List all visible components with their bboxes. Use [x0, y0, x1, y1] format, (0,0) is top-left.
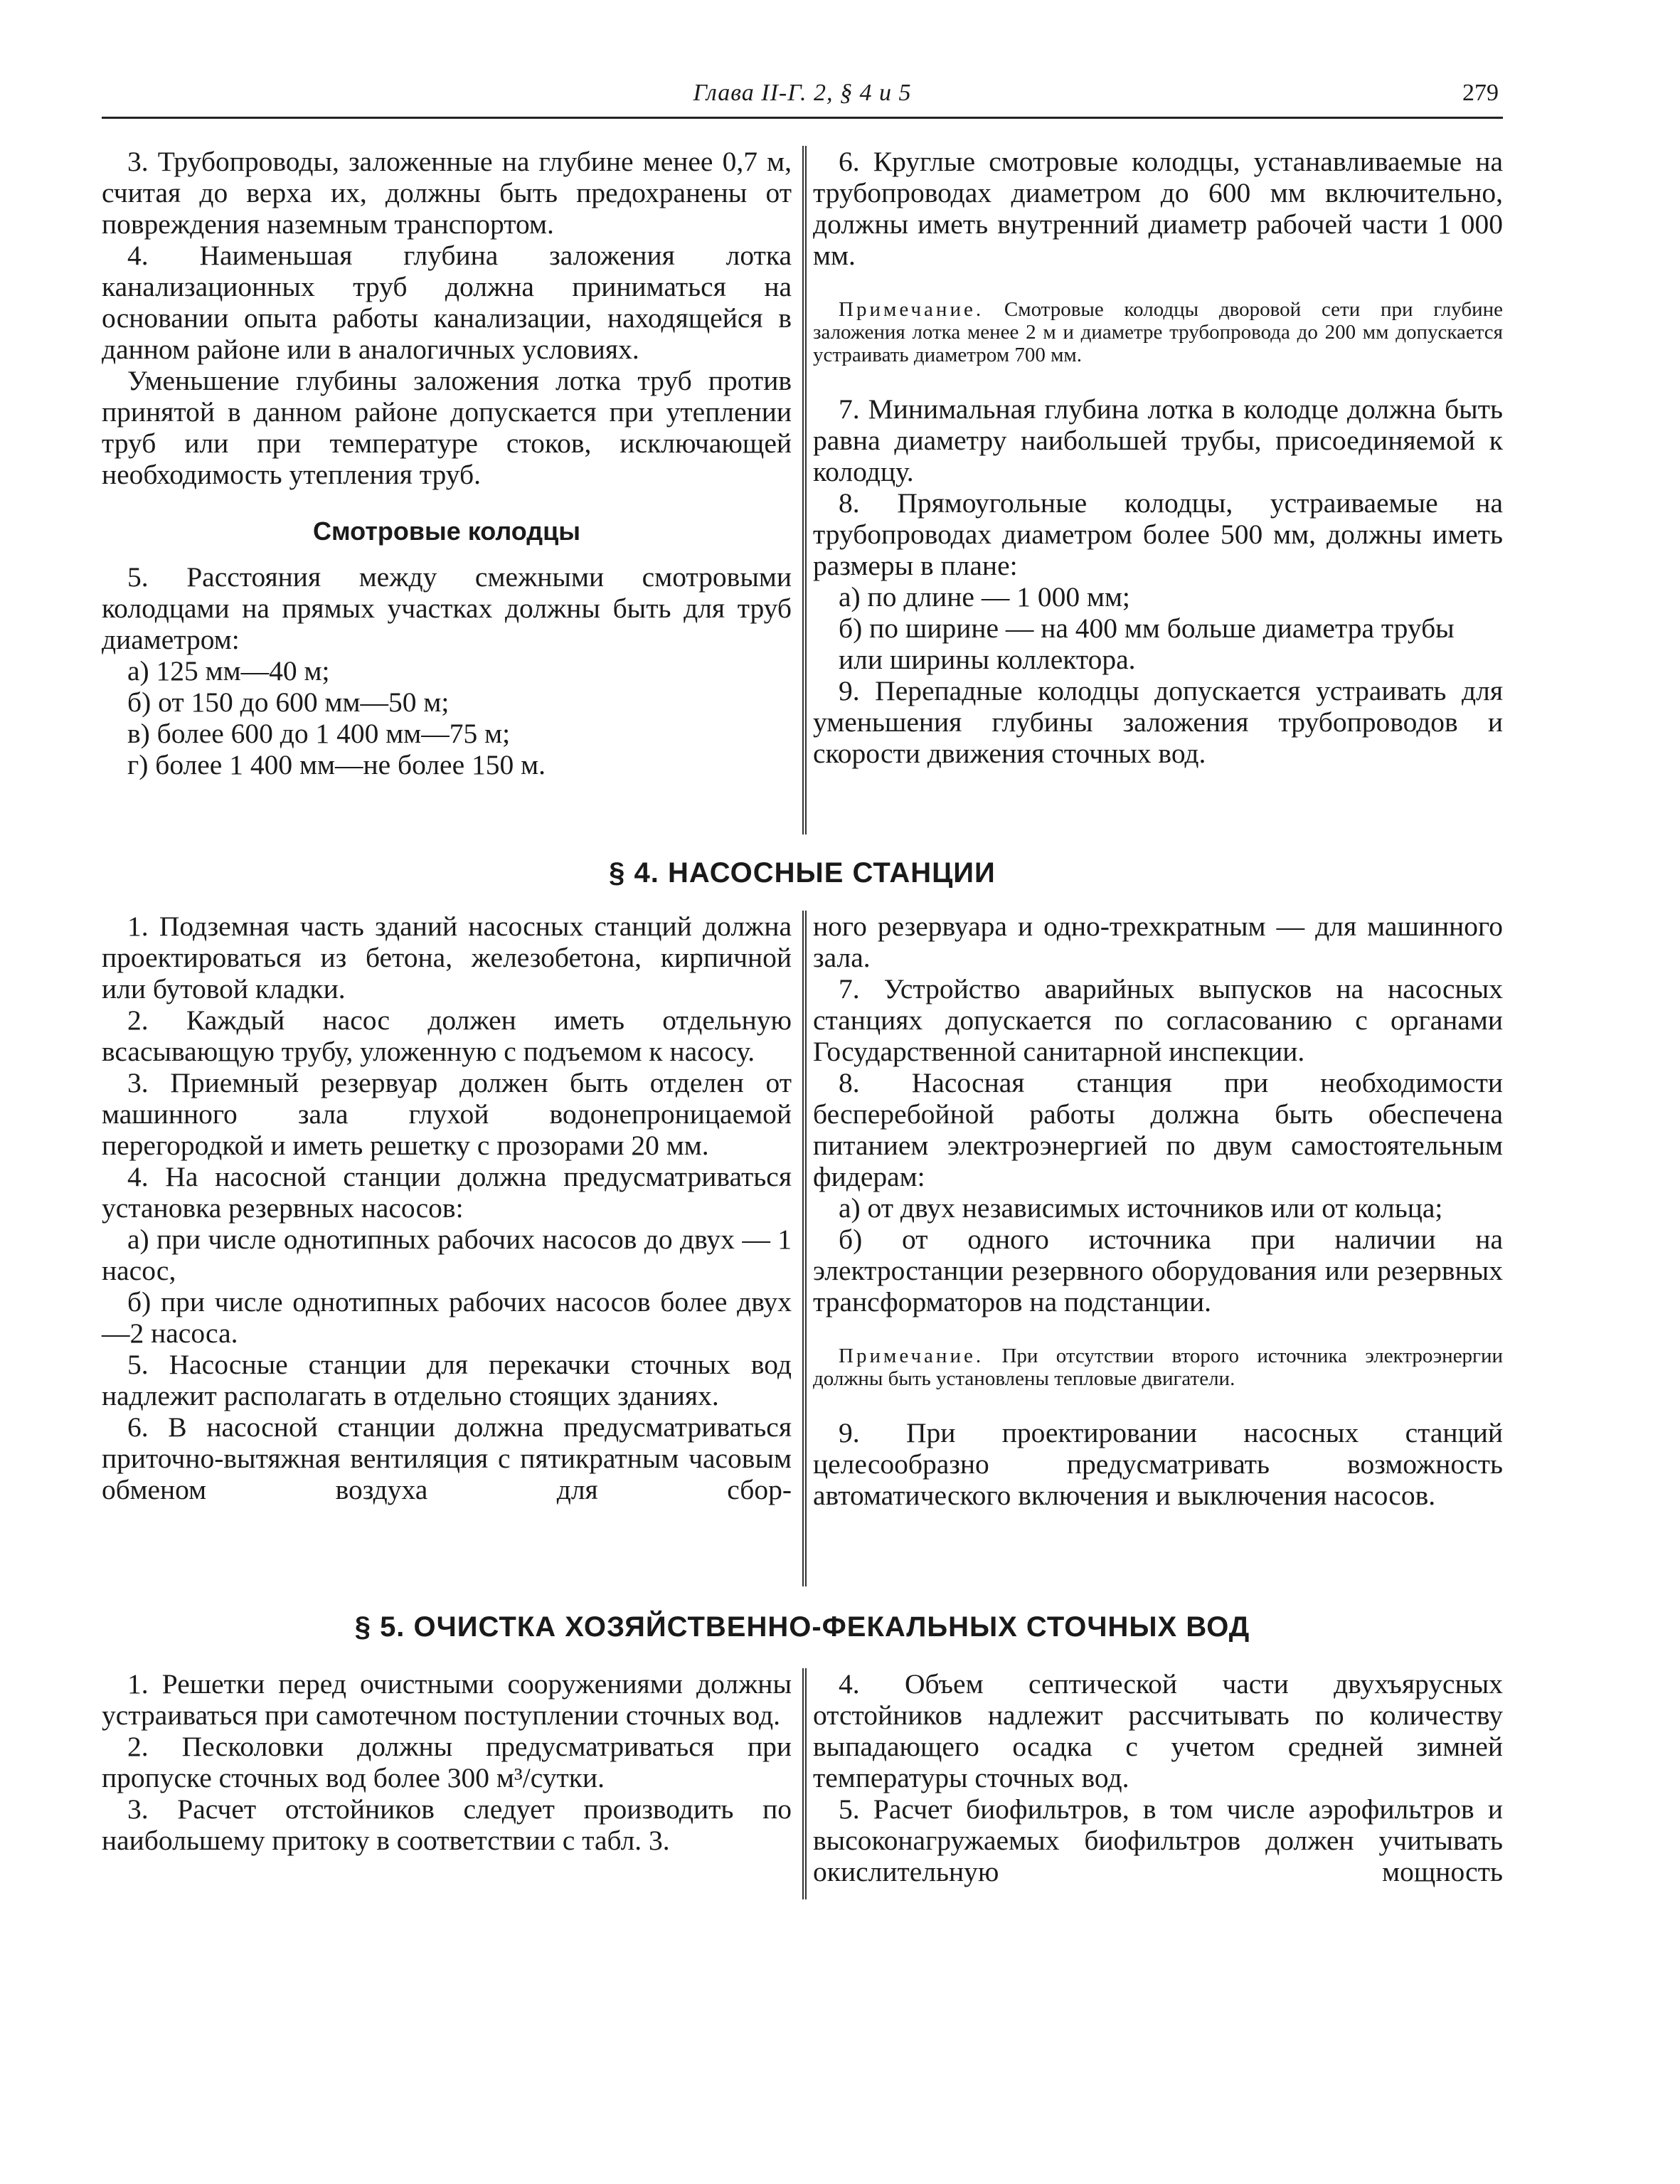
column-separator	[802, 911, 807, 1586]
paragraph-round-wells: 6. Круглые смотровые колодцы, устанавливаемые на трубопроводах диаметром до 600 мм включительно, должны иметь внутренний диаметр рабочей части 1 000 мм.	[813, 146, 1503, 271]
list-item-c: в) более 600 до 1 400 мм—75 м;	[127, 718, 511, 749]
note-yard-wells	[813, 298, 1503, 366]
list-item-independent-sources: а) от двух независимых источников или от кольца;	[839, 1192, 1443, 1224]
left-column-5	[102, 1668, 792, 1899]
paragraph-receiving-tank: 3. Приемный резервуар должен быть отделен от машинного зала глухой водонепроницаемой перегородкой и иметь решетку с прозорами 20 мм.	[102, 1067, 792, 1161]
right-column-5	[813, 1668, 1503, 1899]
paragraph-depth-reduction: Уменьшение глубины заложения лотка труб против принятой в данном районе допускается при утеплении труб или при температуре стоков, исключающей необходимость утепления труб.	[102, 365, 792, 490]
paragraph-min-tray-depth: 7. Минимальная глубина лотка в колодце должна быть равна диаметру наибольшей трубы, присоединяемой к колодцу.	[813, 393, 1503, 487]
left-column-1	[102, 146, 792, 834]
paragraph-reserve-pumps: 4. На насосной станции должна предусматриваться установка резервных насосов:	[102, 1161, 792, 1224]
paragraph-grit-chambers: 2. Песколовки должны предусматриваться при пропуске сточных вод более 300 м³/сутки.	[102, 1731, 792, 1793]
column-separator	[802, 146, 807, 834]
paragraph-pipe-depth: 3. Трубопроводы, заложенные на глубине менее 0,7 м, считая до верха их, должны быть предохранены от повреждения наземным транспортом.	[102, 146, 792, 240]
column-separator	[802, 1668, 807, 1899]
section-5-heading: § 5. ОЧИСТКА ХОЗЯЙСТВЕННО-ФЕКАЛЬНЫХ СТОЧНЫХ ВОД	[354, 1611, 1250, 1643]
list-item-b: б) от 150 до 600 мм—50 м;	[127, 687, 450, 718]
paragraph-suction-pipe: 2. Каждый насос должен иметь отдельную всасывающую трубу, уложенную с подъемом к насосу.	[102, 1004, 792, 1067]
note-text: Смотровые колодцы дворовой сети при глубине заложения лотка менее 2 м и диаметре трубопровода до 200 мм допускается устраивать диаметром 700 мм.	[813, 298, 1504, 366]
paragraph-drop-wells: 9. Перепадные колодцы допускается устраивать для уменьшения глубины заложения трубопроводов и скорости движения сточных вод.	[813, 675, 1503, 769]
note-text: При отсутствии второго источника электроэнергии должны быть установлены тепловые двигатели.	[813, 1345, 1503, 1390]
paragraph-septic-volume: 4. Объем септической части двухъярусных отстойников надлежит рассчитывать по количеству выпадающего осадка с учетом средней зимней температуры сточных вод.	[813, 1668, 1503, 1793]
right-column-4	[813, 911, 1503, 1586]
right-column-1	[813, 146, 1503, 834]
list-item-width: б) по ширине — на 400 мм больше диаметра трубы или ширины коллектора.	[839, 613, 1455, 675]
note-label: Примечание.	[839, 298, 984, 321]
left-column-4	[102, 911, 792, 1586]
list-item-a: а) 125 мм—40 м;	[127, 655, 330, 687]
paragraph-underground-part: 1. Подземная часть зданий насосных станций должна проектироваться из бетона, железобетона, кирпичной или бутовой кладки.	[102, 911, 792, 1004]
paragraph-min-depth: 4. Наименьшая глубина заложения лотка канализационных труб должна приниматься на основании опыта работы канализации, находящейся в данном районе или в аналогичных условиях.	[102, 240, 792, 365]
paragraph-power-supply: 8. Насосная станция при необходимости бесперебойной работы должна быть обеспечена питанием электроэнергией по двум самостоятельным фидерам:	[813, 1067, 1503, 1192]
paragraph-ventilation-cont: ного резервуара и одно-трехкратным — для машинного зала.	[813, 911, 1503, 973]
list-item-d: г) более 1 400 мм—не более 150 м.	[127, 749, 546, 780]
subheading-inspection-wells: Смотровые колодцы	[312, 516, 581, 546]
paragraph-rect-wells: 8. Прямоугольные колодцы, устраиваемые на трубопроводах диаметром более 500 мм, должны иметь размеры в плане:	[813, 487, 1503, 581]
header-title: Глава II-Г. 2, § 4 и 5	[693, 80, 912, 106]
paragraph-separate-buildings: 5. Насосные станции для перекачки сточных вод надлежит располагать в отдельно стоящих зданиях.	[102, 1349, 792, 1411]
page-number: 279	[1462, 80, 1499, 106]
list-item-more-pumps: б) при числе однотипных рабочих насосов более двух—2 насоса.	[102, 1286, 792, 1349]
list-item-two-pumps: а) при числе однотипных рабочих насосов до двух — 1 насос,	[102, 1224, 792, 1286]
note-thermal-engines	[813, 1345, 1503, 1390]
paragraph-screens: 1. Решетки перед очистными сооружениями должны устраиваться при самотечном поступлении сточных вод.	[102, 1668, 792, 1731]
note-label: Примечание.	[839, 1345, 984, 1367]
paragraph-emergency-outlets: 7. Устройство аварийных выпусков на насосных станциях допускается по согласованию с органами Государственной санитарной инспекции.	[813, 973, 1503, 1067]
paragraph-ventilation: 6. В насосной станции должна предусматриваться приточно-вытяжная вентиляция с пятикратным часовым обменом воздуха для сбор-	[102, 1411, 792, 1505]
list-item-length: а) по длине — 1 000 мм;	[839, 581, 1130, 613]
paragraph-settling-tanks: 3. Расчет отстойников следует производить по наибольшему притоку в соответствии с табл. 3.	[102, 1793, 792, 1856]
paragraph-automation: 9. При проектировании насосных станций целесообразно предусматривать возможность автоматического включения и выключения насосов.	[813, 1417, 1503, 1511]
two-column-section-4	[102, 911, 1503, 1586]
section-4-heading: § 4. НАСОСНЫЕ СТАНЦИИ	[609, 857, 996, 889]
two-column-section-5	[102, 1668, 1503, 1899]
running-header	[102, 77, 1503, 119]
list-item-single-source: б) от одного источника при наличии на электростанции резервного оборудования или резервных трансформаторов на подстанции.	[813, 1224, 1503, 1318]
paragraph-well-distance: 5. Расстояния между смежными смотровыми колодцами на прямых участках должны быть для труб диаметром:	[102, 561, 792, 655]
paragraph-biofilters: 5. Расчет биофильтров, в том числе аэрофильтров и высоконагружаемых биофильтров должен учитывать окислительную мощность	[813, 1793, 1503, 1887]
two-column-block-1	[102, 146, 1503, 834]
